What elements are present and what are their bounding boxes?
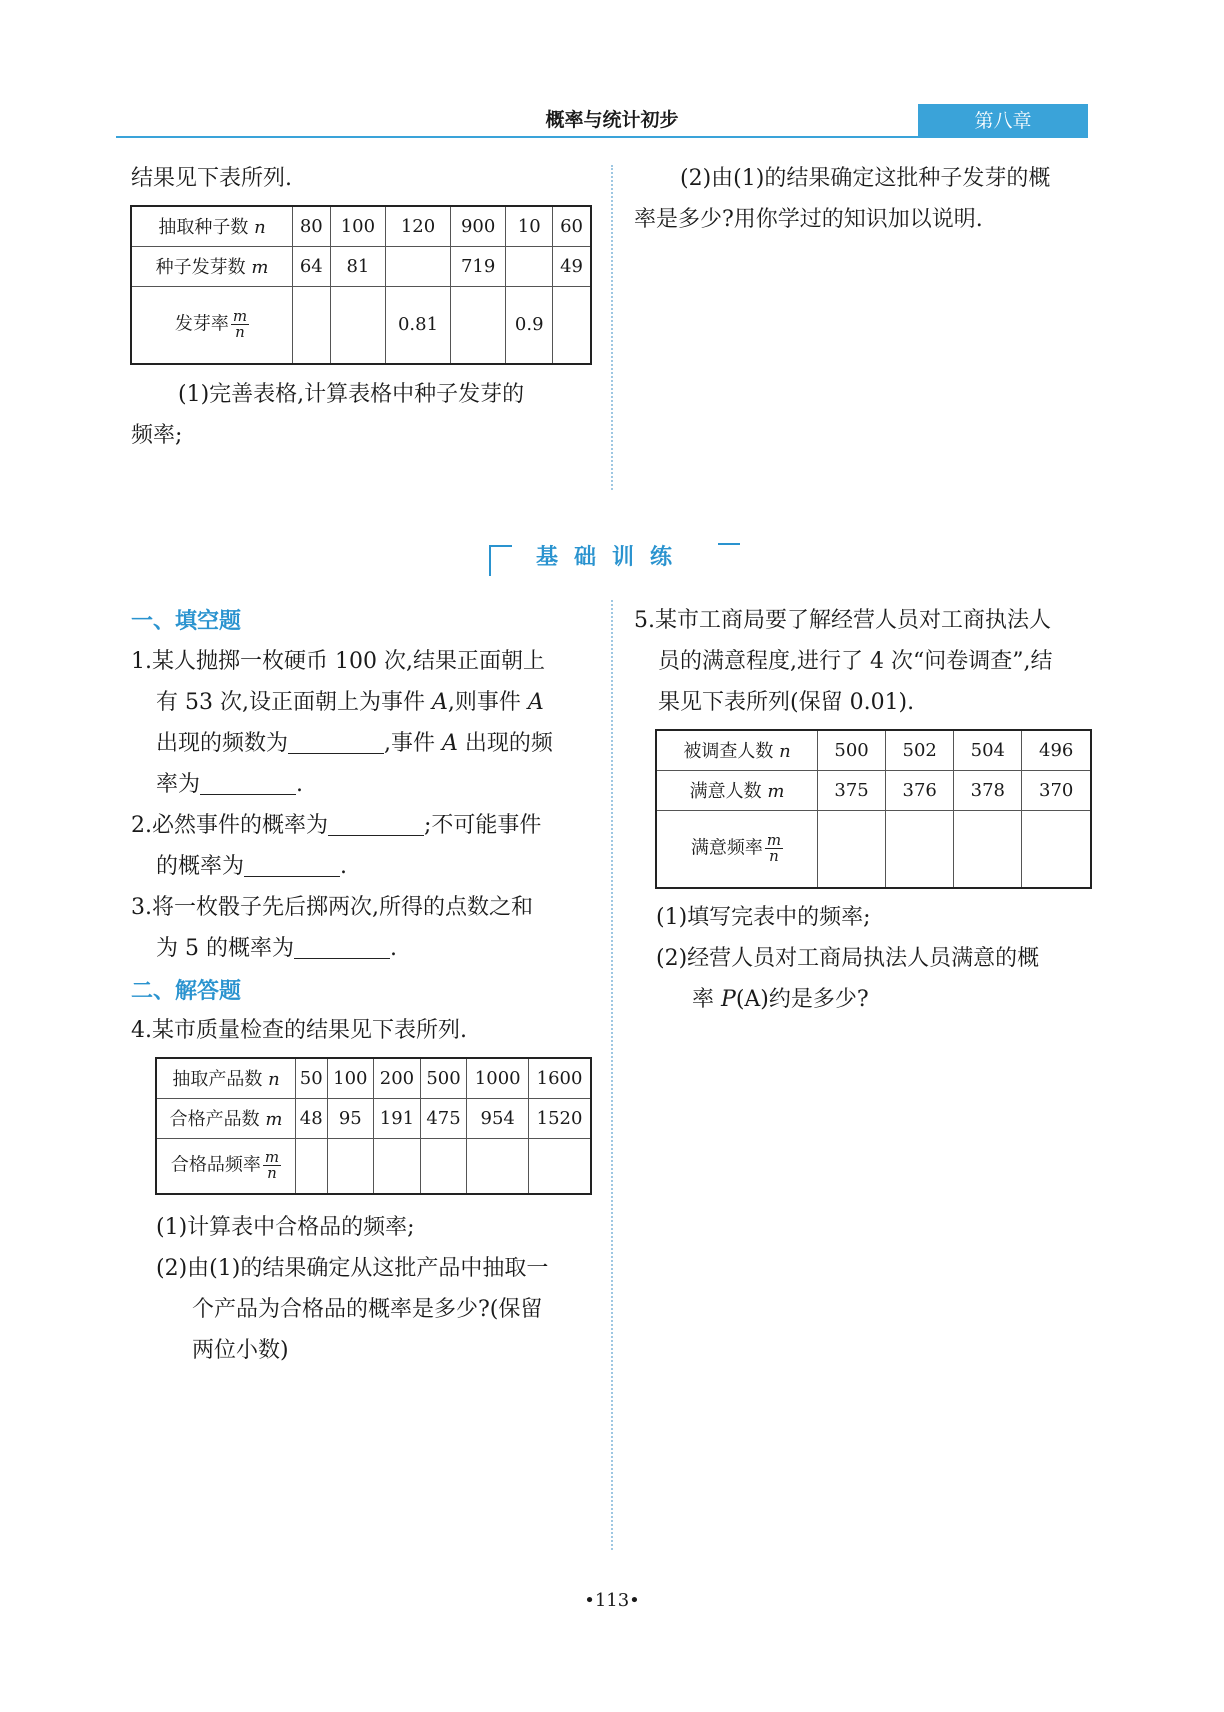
seed-cell: 60 [553, 206, 591, 246]
seed-cell [330, 286, 386, 364]
answer-blank[interactable] [328, 813, 424, 836]
product-cell: 500 [420, 1058, 467, 1098]
answer-heading: 二、解答题 [131, 979, 242, 1004]
seed-cell: 49 [553, 246, 591, 286]
survey-cell: 502 [886, 730, 954, 770]
seed-cell: 10 [506, 206, 553, 246]
column-divider-bottom [611, 600, 613, 1550]
fill-blank-heading: 一、填空题 [131, 609, 242, 634]
product-cell [420, 1138, 467, 1194]
seed-cell: 80 [293, 206, 331, 246]
p4-q2-line2: 个产品为合格品的概率是多少?(保留 [192, 1297, 543, 1322]
product-cell: 191 [374, 1098, 421, 1138]
p5-line3: 果见下表所列(保留 0.01). [658, 690, 915, 715]
p5-line2: 员的满意程度,进行了 4 次“问卷调查”,结 [658, 649, 1053, 674]
product-cell: 1000 [467, 1058, 529, 1098]
seed-cell: 900 [450, 206, 506, 246]
answer-blank[interactable] [294, 936, 390, 959]
product-cell [327, 1138, 374, 1194]
p2-line1: 2.必然事件的概率为 ;不可能事件 [131, 813, 542, 838]
answer-blank[interactable] [288, 731, 384, 754]
product-row-label: 合格产品数 m [156, 1098, 296, 1138]
p3-line1: 3.将一枚骰子先后掷两次,所得的点数之和 [131, 895, 533, 920]
seed-q2-line2: 率是多少?用你学过的知识加以说明. [634, 207, 983, 232]
survey-cell [1022, 810, 1091, 888]
seed-row-label: 发芽率 $\frac{m}{n}$ [131, 286, 293, 364]
seed-q1-line2: 频率; [131, 423, 183, 448]
seed-cell: 64 [293, 246, 331, 286]
survey-cell: 375 [818, 770, 886, 810]
product-cell: 475 [420, 1098, 467, 1138]
chapter-tab: 第八章 [918, 104, 1088, 138]
product-cell: 1600 [529, 1058, 591, 1098]
seed-cell [450, 286, 506, 364]
survey-cell: 496 [1022, 730, 1091, 770]
survey-cell: 376 [886, 770, 954, 810]
product-cell: 200 [374, 1058, 421, 1098]
p5-line1: 5.某市工商局要了解经营人员对工商执法人 [634, 608, 1051, 633]
p3-line2: 为 5 的概率为 . [156, 936, 397, 961]
seed-cell [293, 286, 331, 364]
p1-line1: 1.某人抛掷一枚硬币 100 次,结果正面朝上 [131, 649, 545, 674]
seed-cell: 120 [386, 206, 451, 246]
p4-q2-line1: (2)由(1)的结果确定从这批产品中抽取一 [156, 1256, 549, 1281]
product-cell [467, 1138, 529, 1194]
p2-line2: 的概率为 . [156, 854, 348, 879]
seed-intro: 结果见下表所列. [131, 166, 292, 191]
product-cell: 100 [327, 1058, 374, 1098]
survey-row-label: 满意频率 $\frac{m}{n}$ [656, 810, 818, 888]
survey-row-label: 被调查人数 n [656, 730, 818, 770]
p4-intro: 4.某市质量检查的结果见下表所列. [131, 1018, 467, 1043]
p4-q2-line3: 两位小数) [192, 1338, 289, 1363]
survey-table [655, 729, 1092, 889]
product-cell: 48 [296, 1098, 328, 1138]
survey-cell [954, 810, 1022, 888]
seed-q2-line1: (2)由(1)的结果确定这批种子发芽的概 [680, 166, 1051, 191]
seed-row-label: 种子发芽数 m [131, 246, 293, 286]
product-table [155, 1057, 592, 1195]
seed-cell: 0.81 [386, 286, 451, 364]
p4-q1: (1)计算表中合格品的频率; [156, 1215, 415, 1240]
product-row-label: 抽取产品数 n [156, 1058, 296, 1098]
seed-cell [386, 246, 451, 286]
p1-line4: 率为 . [156, 772, 304, 797]
p5-q1: (1)填写完表中的频率; [656, 905, 871, 930]
seed-cell: 0.9 [506, 286, 553, 364]
p5-q2-line1: (2)经营人员对工商局执法人员满意的概 [656, 946, 1040, 971]
column-divider-top [611, 165, 613, 490]
product-cell [374, 1138, 421, 1194]
survey-row-label: 满意人数 m [656, 770, 818, 810]
product-row-label: 合格品频率 $\frac{m}{n}$ [156, 1138, 296, 1194]
seed-cell [506, 246, 553, 286]
survey-cell: 500 [818, 730, 886, 770]
survey-cell [886, 810, 954, 888]
product-cell: 50 [296, 1058, 328, 1098]
product-cell: 1520 [529, 1098, 591, 1138]
product-cell: 954 [467, 1098, 529, 1138]
survey-cell [818, 810, 886, 888]
p1-line3: 出现的频数为 ,事件 A 出现的频 [156, 731, 553, 756]
p1-line2: 有 53 次,设正面朝上为事件 A,则事件 A [156, 690, 544, 715]
seed-cell: 719 [450, 246, 506, 286]
survey-cell: 378 [954, 770, 1022, 810]
seed-cell: 81 [330, 246, 386, 286]
survey-cell: 504 [954, 730, 1022, 770]
header-rule [116, 136, 1088, 138]
product-cell [529, 1138, 591, 1194]
answer-blank[interactable] [244, 854, 340, 877]
seed-q1-line1: (1)完善表格,计算表格中种子发芽的 [178, 382, 525, 407]
product-cell: 95 [327, 1098, 374, 1138]
seed-row-label: 抽取种子数 n [131, 206, 293, 246]
survey-cell: 370 [1022, 770, 1091, 810]
p5-q2-line2: 率 P(A)约是多少? [692, 987, 869, 1012]
page-number: •113• [584, 1590, 640, 1611]
answer-blank[interactable] [200, 772, 296, 795]
seed-table [130, 205, 592, 365]
seed-cell [553, 286, 591, 364]
running-header-title: 概率与统计初步 [545, 109, 679, 131]
seed-cell: 100 [330, 206, 386, 246]
section-title: 基础训练 [535, 545, 688, 570]
product-cell [296, 1138, 328, 1194]
